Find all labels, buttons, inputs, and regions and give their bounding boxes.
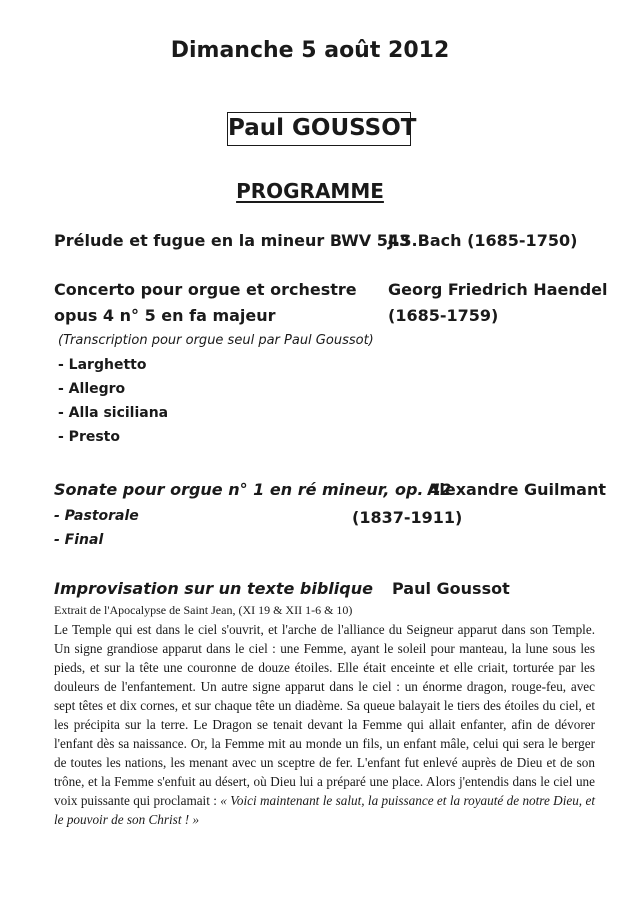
piece-3-movement: - Pastorale bbox=[54, 508, 139, 524]
concert-date: Dimanche 5 août 2012 bbox=[170, 38, 450, 63]
piece-2-title-line2: opus 4 n° 5 en fa majeur bbox=[54, 306, 276, 325]
piece-1-composer: J.S.Bach (1685-1750) bbox=[388, 231, 578, 250]
piece-3-movement: - Final bbox=[54, 532, 104, 548]
piece-2-composer-dates: (1685-1759) bbox=[388, 306, 499, 325]
piece-3-composer-dates: (1837-1911) bbox=[352, 508, 463, 527]
piece-2-transcription-note: (Transcription pour orgue seul par Paul Goussot) bbox=[58, 333, 374, 348]
piece-2-movement: - Presto bbox=[58, 429, 120, 445]
performer-name-box: Paul GOUSSOT bbox=[227, 112, 411, 146]
piece-3-title: Sonate pour orgue n° 1 en ré mineur, op. 42 bbox=[54, 480, 452, 499]
piece-2-movement: - Allegro bbox=[58, 381, 126, 397]
piece-3-composer: Alexandre Guilmant bbox=[427, 480, 606, 499]
bible-extract-reference: Extrait de l'Apocalypse de Saint Jean, (XI 19 & XII 1-6 & 10) bbox=[54, 603, 353, 617]
piece-4-composer: Paul Goussot bbox=[392, 579, 510, 598]
programme-heading: PROGRAMME bbox=[236, 179, 384, 203]
piece-2-movement: - Larghetto bbox=[58, 357, 147, 373]
piece-1-title: Prélude et fugue en la mineur BWV 543 bbox=[54, 231, 411, 250]
bible-text-body: Le Temple qui est dans le ciel s'ouvrit, et l'arche de l'alliance du Seigneur apparut dans son Temple. Un signe grandiose apparut dans le ciel : une Femme, ayant le soleil pour manteau, la lune sous les pieds, et sur la tête une couronne de douze étoiles. Elle était enceinte et elle criait, torturée par les douleurs de l'enfantement. Un autre signe apparut dans le ciel : un énorme dragon, rouge-feu, avec sept têtes et dix cornes, et sur chaque tête un diadème. Sa queue balayait le tiers des étoiles du ciel, et les précipita sur la terre. Le Dragon se tenait devant la Femme qui allait enfanter, afin de dévorer l'enfant dès sa naissance. Or, la Femme mit au monde un fils, un enfant mâle, celui qui sera le berger de toutes les nations, les menant avec un sceptre de fer. L'enfant fut enlevé auprès de Dieu et de son trône, et la Femme s'enfuit au désert, où Dieu lui a préparé une place. Alors j'entendis dans le ciel une voix puissante qui proclamait : bbox=[54, 622, 595, 808]
piece-2-title-line1: Concerto pour orgue et orchestre bbox=[54, 280, 357, 299]
piece-2-composer: Georg Friedrich Haendel bbox=[388, 280, 608, 299]
piece-2-movement: - Alla siciliana bbox=[58, 405, 169, 421]
bible-text-paragraph bbox=[54, 620, 595, 829]
bible-text-quote: « Voici maintenant le salut, la puissance et la royauté de notre Dieu, et le pouvoir de son Christ ! » bbox=[54, 793, 595, 827]
piece-4-title: Improvisation sur un texte biblique bbox=[54, 579, 373, 598]
